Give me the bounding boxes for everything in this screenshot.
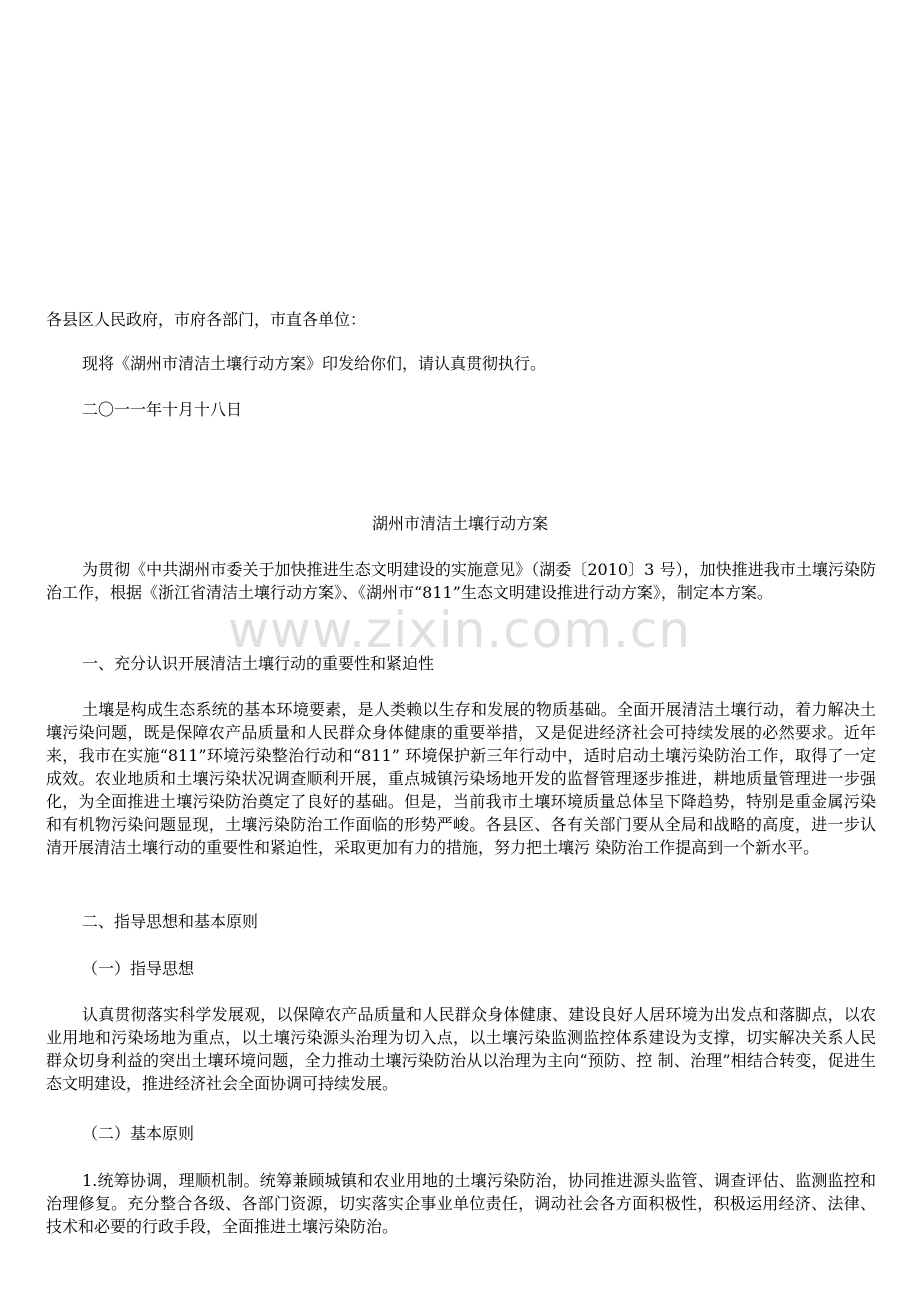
guiding-thought-paragraph: 认真贯彻落实科学发展观，以保障农产品质量和人民群众身体健康、建设良好人居环境为出发点和落脚点，以农业用地和污染场地为重点，以土壤污染源头治理为切入点，以土壤污染监测监控体系建设为支撑，切实解决关系人民群众切身利益的突出土壤环境问题，全力推动土壤污染防治从以治理为主向“预防、控 制、治理”相结合转变，促进生态文明建设，推进经济社会全面协调可持续发展。 xyxy=(46,1005,876,1093)
principle-1-paragraph: 1.统筹协调，理顺机制。统筹兼顾城镇和农业用地的土壤污染防治，协同推进源头监管、调查评估、监测监控和治理修复。充分整合各级、各部门资源，切实落实企事业单位责任，调动社会各方面积极性，积极运用经济、法律、技术和必要的行政手段，全面推进土壤污染防治。 xyxy=(46,1171,876,1236)
issue-date: 二〇一一年十月十八日 xyxy=(82,400,243,419)
watermark: www.zixin.com.cn xyxy=(228,601,692,659)
subsection-heading-2: （二）基本原则 xyxy=(82,1124,195,1143)
document-title: 湖州市清洁土壤行动方案 xyxy=(371,514,548,533)
subsection-heading-1: （一）指导思想 xyxy=(82,959,195,978)
section-heading-2: 二、指导思想和基本原则 xyxy=(82,912,259,931)
intro-paragraph: 为贯彻《中共湖州市委关于加快推进生态文明建设的实施意见》（湖委〔2010〕3 号），加快推进我市土壤污染防治工作，根据《浙江省清洁土壤行动方案》、《湖州市“811”生态文明建设推进行动方案》，制定本方案。 xyxy=(46,560,876,602)
notice-body: 现将《湖州市清洁土壤行动方案》印发给你们，请认真贯彻执行。 xyxy=(82,354,547,373)
section-heading-1: 一、充分认识开展清洁土壤行动的重要性和紧迫性 xyxy=(82,654,435,673)
section-1-paragraph: 土壤是构成生态系统的基本环境要素，是人类赖以生存和发展的物质基础。全面开展清洁土壤行动，着力解决土壤污染问题，既是保障农产品质量和人民群众身体健康的重要举措，又是促进经济社会可持续发展的必然要求。近年来，我市在实施“811”环境污染整治行动和“811” 环境保护新三年行动中，适时启动土壤污染防治工作，取得了一定成效。农业地质和土壤污染状况调查顺利开展，重点城镇污染场地开发的监督管理逐步推进，耕地质量管理进一步强化，为全面推进土壤污染防治奠定了良好的基础。但是，当前我市土壤环境质量总体呈下降趋势，特别是重金属污染和有机物污染问题显现，土壤污染防治工作面临的形势严峻。各县区、各有关部门要从全局和战略的高度，进一步认清开展清洁土壤行动的重要性和紧迫性，采取更加有力的措施，努力把土壤污 染防治工作提高到一个新水平。 xyxy=(46,700,876,857)
salutation: 各县区人民政府，市府各部门，市直各单位： xyxy=(46,310,367,329)
